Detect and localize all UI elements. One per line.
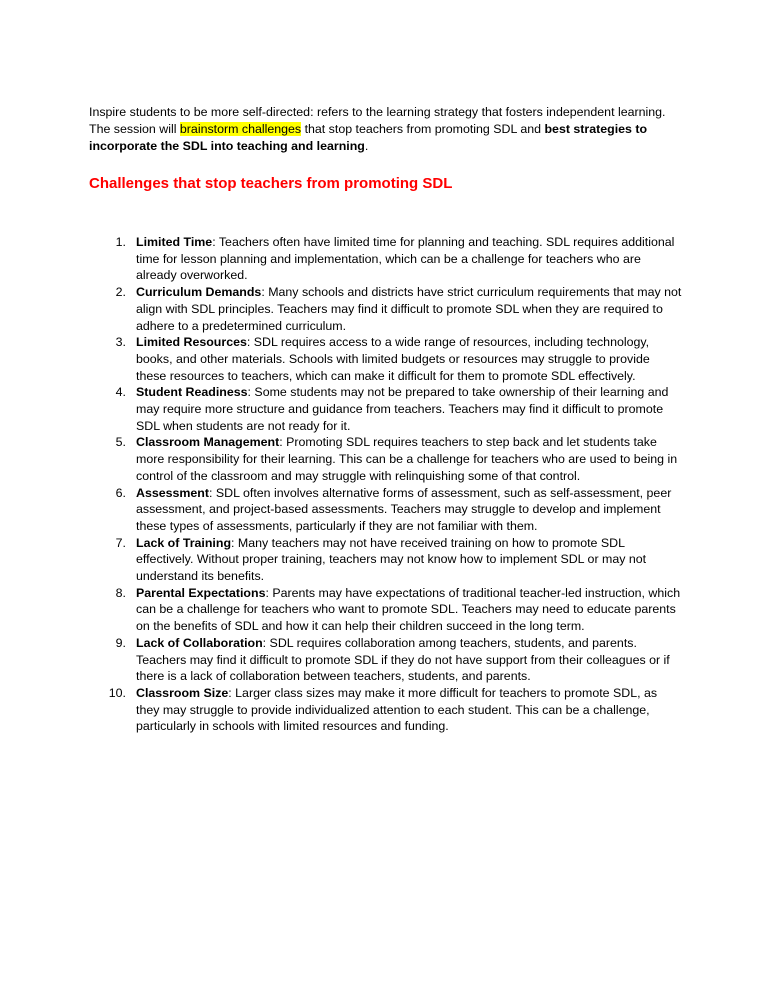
list-number: 3. (115, 335, 126, 350)
item-text: : SDL requires collaboration among teachers, students, and parents. Teachers may find it difficult to promote SDL if they do not have support from their colleagues or if there is a lack of collaboration between teachers, students, and parents. (136, 635, 670, 684)
list-number: 2. (115, 285, 126, 300)
list-item (100, 334, 682, 384)
challenges-list (100, 234, 682, 735)
list-item (100, 384, 682, 434)
item-title: Classroom Size (136, 685, 229, 700)
list-item (100, 535, 682, 585)
list-number: 5. (115, 435, 126, 450)
item-text: : Some students may not be prepared to take ownership of their learning and may require more structure and guidance from teachers. Teachers may find it difficult to promote SDL when students are not ready for it. (136, 385, 669, 433)
item-text: : Many schools and districts have strict curriculum requirements that may not align with SDL principles. Teachers may find it difficult to promote SDL when they are required to adhere to a predetermined curriculum. (136, 285, 682, 333)
item-text: : Promoting SDL requires teachers to step back and let students take more responsibility for their learning. This can be a challenge for teachers who are used to being in control of the classroom and may struggle with relinquishing some of that control. (136, 435, 678, 483)
list-item (100, 585, 682, 635)
item-text: : SDL requires access to a wide range of resources, including technology, books, and other materials. Schools with limited budgets or resources may struggle to provide these resources to teachers, which can make it difficult for them to promote SDL effectively. (136, 335, 650, 383)
intro-text: . (364, 139, 369, 154)
item-title: Classroom Management (136, 435, 280, 450)
list-item (100, 635, 682, 685)
list-number: 7. (115, 535, 126, 550)
item-title: Student Readiness (136, 385, 248, 400)
item-title: Curriculum Demands (136, 285, 262, 300)
item-text: : Parents may have expectations of traditional teacher-led instruction, which can be a challenge for teachers who want to promote SDL. Teachers may need to educate parents on the benefits of SDL and how it can help their children succeed in the long term. (136, 585, 681, 634)
item-title: Lack of Collaboration (136, 635, 263, 650)
list-item (100, 434, 682, 484)
list-item (100, 284, 682, 334)
item-text: : Teachers often have limited time for planning and teaching. SDL requires additional time for lesson planning and implementation, which can be a challenge for teachers who are already overworked. (136, 235, 675, 283)
list-item (100, 685, 682, 735)
list-number: 4. (115, 385, 126, 400)
item-title: Limited Time (136, 235, 213, 249)
list-number: 9. (115, 635, 126, 650)
item-title: Limited Resources (136, 335, 247, 350)
highlighted-text: brainstorm challenges (179, 122, 302, 137)
item-title: Assessment (136, 485, 210, 500)
list-number: 10. (108, 685, 126, 700)
list-number: 6. (115, 485, 126, 500)
list-item (100, 485, 682, 535)
intro-text: that stop teachers from promoting SDL and (301, 122, 545, 137)
item-title: Lack of Training (136, 535, 232, 550)
list-number: 1. (115, 235, 126, 249)
item-title: Parental Expectations (136, 585, 266, 600)
list-number: 8. (115, 585, 126, 600)
intro-text: Inspire students to be more self-directed: refers to the learning strategy that fosters independent learning. The session will (89, 105, 666, 137)
intro-paragraph (89, 104, 679, 155)
item-text: : SDL often involves alternative forms of assessment, such as self-assessment, peer assessment, and project-based assessments. Teachers may struggle to develop and implement these types of assessments, particularly if they are not familiar with them. (136, 485, 672, 533)
bold-text: best strategies to incorporate the SDL into teaching and learning (89, 122, 648, 154)
list-item (100, 234, 682, 284)
item-text: : Many teachers may not have received training on how to promote SDL effectively. Without proper training, teachers may not know how to implement SDL or may not understand its benefits. (136, 535, 647, 584)
section-heading: Challenges that stop teachers from promoting SDL (89, 175, 453, 192)
item-text: : Larger class sizes may make it more difficult for teachers to promote SDL, as they may struggle to provide individualized attention to each student. This can be a challenge, particularly in schools with limited resources and funding. (136, 685, 658, 734)
